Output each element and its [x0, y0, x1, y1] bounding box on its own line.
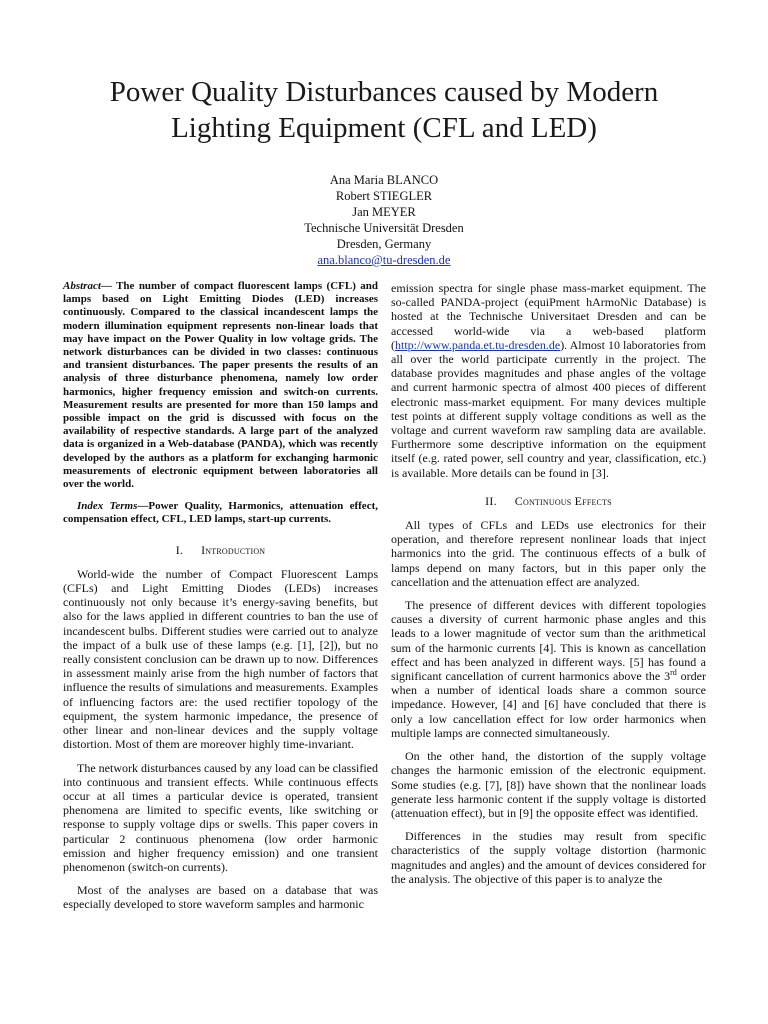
- index-terms: [63, 500, 378, 526]
- author-name: Robert STIEGLER: [335, 189, 433, 203]
- panda-url-link[interactable]: http://www.panda.et.tu-dresden.de: [395, 337, 561, 352]
- left-column: [63, 280, 378, 921]
- section-title: Introduction: [201, 542, 266, 557]
- author-name: Jan MEYER: [352, 205, 416, 219]
- author-block: [0, 172, 768, 268]
- title-line-2: Lighting Equipment (CFL and LED): [171, 112, 597, 144]
- section-number: II.: [485, 493, 497, 508]
- right-column: [391, 281, 706, 895]
- author-affiliation: Technische Universität Dresden: [304, 221, 464, 235]
- index-terms-text: —Power Quality, Harmonics, attenuation effect, compensation effect, CFL, LED lamps, start-up currents.: [63, 500, 378, 526]
- author-email-link[interactable]: ana.blanco@tu-dresden.de: [317, 253, 451, 267]
- paragraph-text: The presence of different devices with different topologies causes a diversity of current harmonic phase angles and this leads to a lower magnitude of vector sum than the arithmetical sum of the harmonic currents [4]. This is known as cancellation effect and has been analyzed in different ways. [5] has found a significant cancellation of current harmonics above the 3: [391, 598, 706, 684]
- paragraph: [391, 598, 706, 740]
- section-number: I.: [175, 542, 184, 557]
- paragraph-text: order when a number of identical loads share a common source impedance. However, [4] and [6] have concluded that there is only a low cancellation effect for low order harmonics when multiple lamps are connected simultaneously.: [391, 669, 706, 740]
- superscript: rd: [670, 668, 677, 678]
- index-terms-label: Index Terms: [77, 500, 138, 513]
- abstract-label: Abstract—: [63, 280, 112, 292]
- section-heading-continuous-effects: [391, 494, 706, 508]
- title-line-1: Power Quality Disturbances caused by Modern: [109, 76, 659, 108]
- paragraph: All types of CFLs and LEDs use electronics for their operation, and therefore represent nonlinear loads that inject harmonics into the grid. The continuous effects of a bulk of lamps depend on many factors, but in this paper only the cancellation and the attenuation effect are analyzed.: [391, 518, 706, 589]
- section-heading-introduction: [63, 543, 378, 557]
- paragraph: Most of the analyses are based on a database that was especially developed to store waveform samples and harmonic: [63, 883, 378, 912]
- paper-title: [40, 74, 728, 146]
- abstract: [63, 280, 378, 491]
- paragraph: On the other hand, the distortion of the supply voltage changes the harmonic emission of the electronic equipment. Some studies (e.g. [7], [8]) have shown that the nonlinear loads generate less harmonic content if the supply voltage is distorted (attenuation effect), but in [9] the opposite effect was identified.: [391, 749, 706, 820]
- paragraph: World-wide the number of Compact Fluorescent Lamps (CFLs) and Light Emitting Diodes (LEDs) increases continuously not only because it’s energy-saving benefits, but also for the laws applied in different countries to ban the use of incandescent bulbs. Different studies were carried out to analyze the impact of a bulk use of these lamps (e.g. [1], [2]), but no really consistent conclusion can be drawn up to now. Differences in assessment mainly arise from the high number of factors that influence the results of simulations and measurements. Examples of influencing factors are: the used rectifier topology of the equipment, the system harmonic impedance, the presence of other linear and non-linear devices and the supply voltage distortion. Most of them are moreover highly time-invariant.: [63, 566, 378, 752]
- section-title: Continuous Effects: [514, 493, 612, 508]
- author-location: Dresden, Germany: [336, 237, 432, 251]
- abstract-text: The number of compact fluorescent lamps (CFL) and lamps based on Light Emitting Diodes (LED) increases continuously. Compared to the classical incandescent lamps the modern illumination equipment represents non-linear loads that may have impact on the Power Quality in low voltage grids. The network disturbances can be divided in two classes: continuous and transient disturbances. The paper presents the results of an analysis of three disturbance phenomena, namely low order harmonics, higher frequency emission and switch-on currents. Measurement results are presented for more than 150 lamps and possible impact on the grid is discussed with focus on the availability of respective standards. A large part of the analyzed data is organized in a Web-database (PANDA), which was recently developed by the authors as a platform for exchanging harmonic measurements of electronic equipment between laboratories all over the world.: [63, 280, 378, 491]
- paragraph-text: emission spectra for single phase mass-market equipment. The so-called PANDA-project (equiPment hArmoNic Database) is hosted at the Technische Universitaet Dresden and can be accessed world-wide via a web-based platform (: [391, 281, 706, 352]
- paragraph: The network disturbances caused by any load can be classified into continuous and transient effects. While continuous effects occur at all times a particular device is operated, transient phenomena are limited to specific events, like switching or response to supply voltage dips or swells. This paper covers in particular 2 continuous phenomena (low order harmonic emission and higher frequency emission) and one transient phenomenon (switch-on currents).: [63, 760, 378, 874]
- paragraph: [391, 281, 706, 480]
- paragraph-text: ). Almost 10 laboratories from all over the world participate currently in the project. The database provides magnitudes and phase angles of the voltage and current harmonic spectra of almost 400 pieces of different electronic mass-market equipment. For many devices multiple test points at different supply voltage conditions as well as the voltage and current waveform raw sampling data are available. Furthermore some descriptive information on the equipment itself (e.g. rated power, sell country and year, classification, etc.) is available. More details can be found in [3].: [391, 337, 706, 480]
- author-name: Ana Maria BLANCO: [329, 173, 439, 187]
- paragraph: Differences in the studies may result from specific characteristics of the supply voltage distortion (harmonic magnitudes and angles) and the amount of devices considered for the analysis. The objective of this paper is to analyze the: [391, 829, 706, 886]
